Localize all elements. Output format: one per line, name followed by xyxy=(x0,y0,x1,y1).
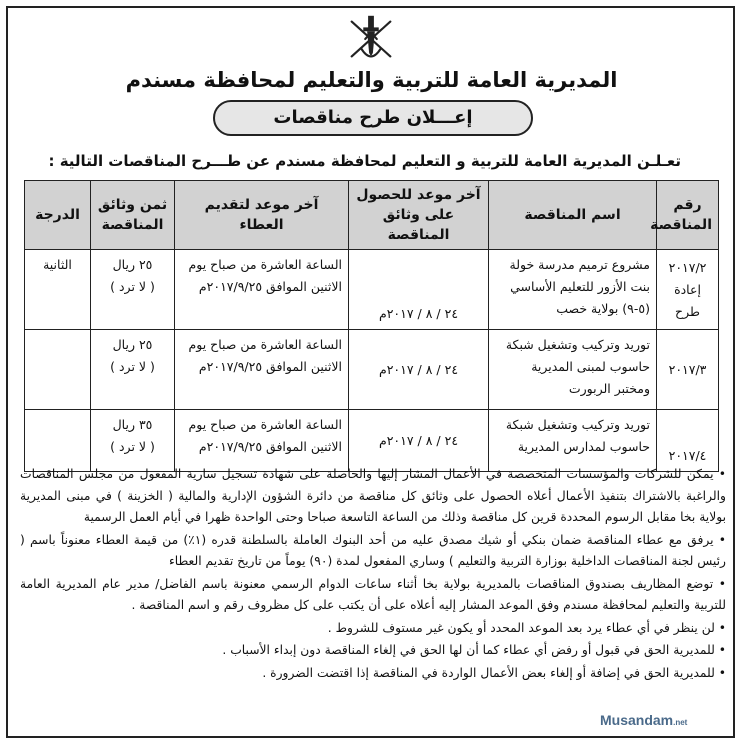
terms-item: • توضع المظاريف بصندوق المناقصات بالمديرية بولاية بخا أثناء ساعات الدوام الرسمي معنونة باسم الفاضل/ مدير عام المديرية العامة للتربية والتعليم لمحافظة مسندم وفق الموعد المشار إليه أعلاه على أن يكتب على كل مظروف رقم و اسم المناقصة . xyxy=(20,576,726,612)
table-row xyxy=(25,410,719,472)
terms-item: • يرفق مع عطاء المناقصة ضمان بنكي أو شيك مصدق عليه من أحد البنوك العاملة بالسلطنة قدره (١٪) من قيمة العطاء معنوناً باسم ( رئيس لجنة المناقصات الداخلية بوزارة التربية والتعليم ) وساري المفعول لمدة (٩٠) يوماً من تاريخ تقديم العطاء xyxy=(20,532,726,568)
header-number: رقم المناقصة xyxy=(657,181,719,250)
terms-item: • لن ينظر في أي عطاء يرد بعد الموعد المحدد أو يكون غير مستوف للشروط . xyxy=(327,620,726,635)
tender-name: توريد وتركيب وتشغيل شبكة حاسوب لمدارس المديرية xyxy=(489,410,657,472)
header-bid-deadline: آخر موعد لتقديم العطاء xyxy=(175,181,349,250)
tender-grade: الثانية xyxy=(25,250,91,330)
terms-item: • للمديرية الحق في إضافة أو إلغاء بعض الأعمال الواردة في المناقصة إذا اقتضت الضرورة . xyxy=(262,665,726,680)
tender-number: ٢٠١٧/٢ إعادة طرح xyxy=(657,250,719,330)
table-row xyxy=(25,250,719,330)
oman-emblem-icon xyxy=(342,10,400,68)
tender-grade xyxy=(25,410,91,472)
terms-item: • يمكن للشركات والمؤسسات المتخصصة في الأعمال المشار إليها والحاصلة على شهادة تسجيل سارية المفعول من مجلس المناقصات والراغبة بالاشتراك بتنفيذ الأعمال أعلاه الحصول على وثائق كل مناقصة من دائرة الشؤون الإدارية والمالية ( الخزينة ) في مبنى المديرية بولاية بخا مقابل الرسوم المحددة قرين كل مناقصة وذلك من الساعة التاسعة صباحا وحتى الواحدة ظهرا في أيام العمل الرسمية xyxy=(20,467,726,524)
docs-price xyxy=(91,250,175,330)
table-header-row xyxy=(25,181,719,250)
tender-number: ٢٠١٧/٣ xyxy=(657,330,719,410)
header-name: اسم المناقصة xyxy=(489,181,657,250)
docs-price xyxy=(91,410,175,472)
price-note: ( لا ترد ) xyxy=(110,359,155,374)
watermark xyxy=(600,712,687,728)
price-value: ٢٥ ريال xyxy=(112,337,153,352)
header-grade: الدرجة xyxy=(25,181,91,250)
tender-grade xyxy=(25,330,91,410)
watermark-suffix: .net xyxy=(673,718,688,727)
docs-deadline: ٢٤ / ٨ / ٢٠١٧م xyxy=(349,410,489,472)
bid-deadline: الساعة العاشرة من صباح يوم الاثنين الموافق ٢٠١٧/٩/٢٥م xyxy=(175,410,349,472)
watermark-text: Musandam xyxy=(600,712,674,728)
price-note: ( لا ترد ) xyxy=(110,279,155,294)
header-docs-deadline: آخر موعد للحصول على وثائق المناقصة xyxy=(349,181,489,250)
terms-item: • للمديرية الحق في قبول أو رفض أي عطاء كما أن لها الحق في إلغاء المناقصة دون إبداء الأسباب . xyxy=(222,643,726,657)
table-row xyxy=(25,330,719,410)
bid-deadline: الساعة العاشرة من صباح يوم الاثنين الموافق ٢٠١٧/٩/٢٥م xyxy=(175,250,349,330)
price-value: ٢٥ ريال xyxy=(112,257,153,272)
tender-name: مشروع ترميم مدرسة خولة بنت الأزور للتعليم الأساسي (٥-٩) بولاية خصب xyxy=(489,250,657,330)
tenders-table xyxy=(24,180,719,472)
terms-list xyxy=(20,464,726,685)
announcement-banner: إعـــلان طرح مناقصات xyxy=(213,100,533,136)
tender-name: توريد وتركيب وتشغيل شبكة حاسوب لمبنى المديرية ومختبر الربورت xyxy=(489,330,657,410)
bid-deadline: الساعة العاشرة من صباح يوم الاثنين الموافق ٢٠١٧/٩/٢٥م xyxy=(175,330,349,410)
header-price: ثمن وثائق المناقصة xyxy=(91,181,175,250)
price-note: ( لا ترد ) xyxy=(110,439,155,454)
docs-deadline: ٢٤ / ٨ / ٢٠١٧م xyxy=(349,330,489,410)
docs-deadline: ٢٤ / ٨ / ٢٠١٧م xyxy=(349,250,489,330)
tender-number: ٢٠١٧/٤ xyxy=(657,410,719,472)
docs-price xyxy=(91,330,175,410)
price-value: ٣٥ ريال xyxy=(112,417,153,432)
directorate-title: المديرية العامة للتربية والتعليم لمحافظة مسندم xyxy=(125,68,618,92)
intro-text: تعـلـن المديرية العامة للتربية و التعليم لمحافظة مسندم عن طـــرح المناقصات التالية : xyxy=(48,152,681,170)
